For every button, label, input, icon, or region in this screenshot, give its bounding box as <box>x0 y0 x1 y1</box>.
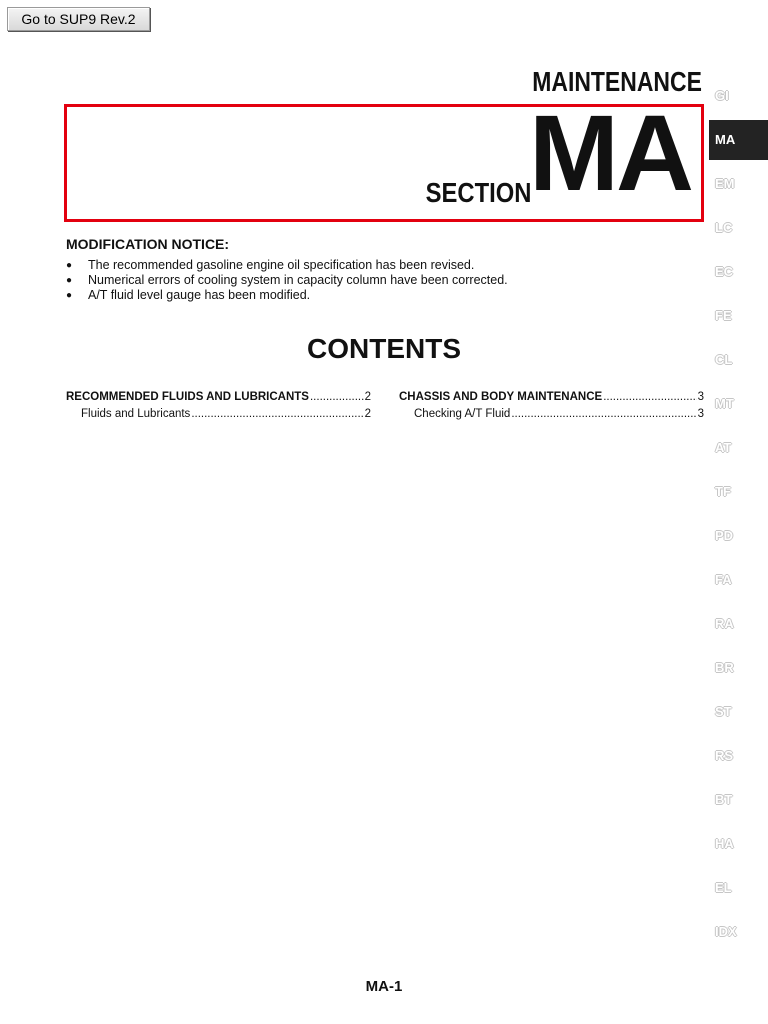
toc-label: RECOMMENDED FLUIDS AND LUBRICANTS <box>66 391 309 403</box>
toc-page-number: 3 <box>697 391 704 403</box>
tab-lc[interactable]: LC <box>715 220 733 235</box>
tab-br[interactable]: BR <box>715 660 734 675</box>
tab-mt[interactable]: MT <box>715 396 734 411</box>
tab-cl[interactable]: CL <box>715 352 733 367</box>
tab-ra[interactable]: RA <box>715 616 734 631</box>
section-word: SECTION <box>425 177 531 208</box>
toc-label: Checking A/T Fluid <box>414 408 511 420</box>
toc-page-number: 2 <box>364 408 371 420</box>
modification-notice-title: MODIFICATION NOTICE: <box>66 236 230 252</box>
notice-text: The recommended gasoline engine oil specification has been revised. <box>88 258 475 272</box>
page-number-footer: MA-1 <box>365 978 403 995</box>
contents-title: CONTENTS <box>307 333 461 364</box>
modification-notice-list <box>66 258 508 303</box>
tab-fe[interactable]: FE <box>715 308 732 323</box>
bullet-icon: ● <box>66 290 73 301</box>
tab-em[interactable]: EM <box>715 176 735 191</box>
section-title-frame <box>64 92 704 222</box>
toc-leader-dots <box>191 406 363 423</box>
tab-tf[interactable]: TF <box>715 484 731 499</box>
tab-at[interactable]: AT <box>715 440 732 455</box>
list-item <box>66 288 508 303</box>
section-code: MA <box>529 92 691 213</box>
toc-leader-dots <box>310 389 364 406</box>
list-item <box>66 273 508 288</box>
notice-text: Numerical errors of cooling system in capacity column have been corrected. <box>88 273 508 287</box>
tab-el[interactable]: EL <box>715 880 732 895</box>
toc-entry-chassis-body-maintenance[interactable] <box>399 389 704 406</box>
toc-leader-dots <box>511 406 696 423</box>
tab-pd[interactable]: PD <box>715 528 734 543</box>
toc-entry-checking-at-fluid[interactable] <box>399 406 704 423</box>
section-tab-index <box>709 74 768 954</box>
toc-left-column <box>66 389 371 423</box>
toc-leader-dots <box>603 389 696 406</box>
toc-label: CHASSIS AND BODY MAINTENANCE <box>399 391 603 403</box>
tab-ma[interactable]: MA <box>709 120 768 160</box>
go-to-sup9-button[interactable]: Go to SUP9 Rev.2 <box>7 7 150 31</box>
tab-fa[interactable]: FA <box>715 572 732 587</box>
section-name: MAINTENANCE <box>532 66 702 97</box>
toc-label: Fluids and Lubricants <box>81 408 191 420</box>
toc-page-number: 2 <box>364 391 371 403</box>
bullet-icon: ● <box>66 275 73 286</box>
tab-bt[interactable]: BT <box>715 792 733 807</box>
tab-gi[interactable]: GI <box>715 88 729 103</box>
toc-entry-fluids-and-lubricants[interactable] <box>66 406 371 423</box>
list-item <box>66 258 508 273</box>
tab-st[interactable]: ST <box>715 704 732 719</box>
bullet-icon: ● <box>66 260 73 271</box>
toc-page-number: 3 <box>697 408 704 420</box>
tab-rs[interactable]: RS <box>715 748 734 763</box>
tab-idx[interactable]: IDX <box>715 924 737 939</box>
notice-text: A/T fluid level gauge has been modified. <box>88 288 311 302</box>
toc-entry-recommended-fluids[interactable] <box>66 389 371 406</box>
toc-right-column <box>399 389 704 423</box>
tab-ec[interactable]: EC <box>715 264 734 279</box>
tab-ha[interactable]: HA <box>715 836 734 851</box>
